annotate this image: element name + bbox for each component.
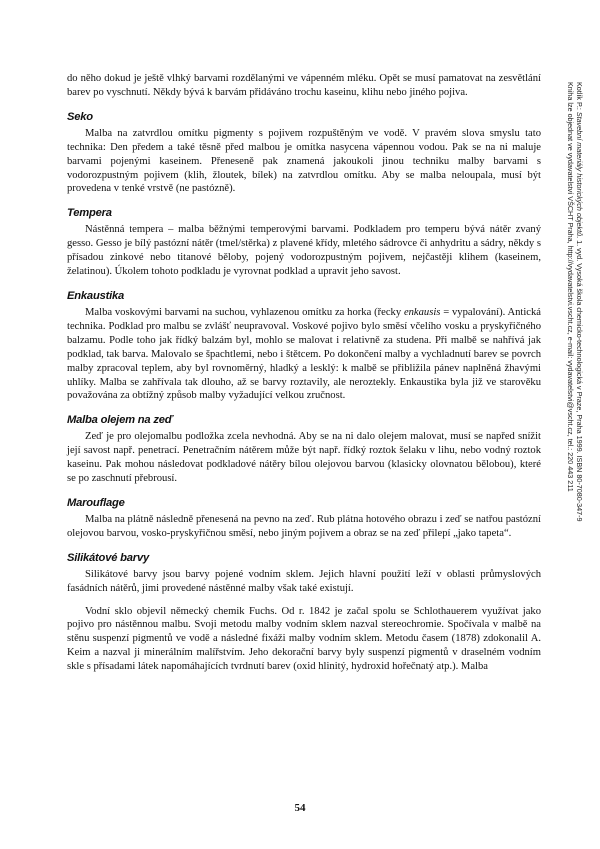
paragraph-silikat-2: Vodní sklo objevil německý chemik Fuchs. Od r. 1842 je začal spolu se Schlothauerem využívat jako pojivo pro nástěnnou malbu. Svoji metodu malby vodním sklem nazval stereochromie. Spočívala v malbě na stěnu suspenzí pigmentů ve vodě a následné fixáži malby vodním sklem. Metodu časem (1878) zdokonalil A. Keim a nazval ji minerálním malířstvím. Jeho dekorační barvy byly suspenzí pigmentů v draselném vodním skle s přísadami látek napomáhajících tvrdnutí barev (oxid hlinitý, hydroxid hořečnatý atp.). Malba xyxy=(67,605,541,673)
heading-enkaustika: Enkaustika xyxy=(67,289,125,302)
page-number: 54 xyxy=(294,802,306,814)
paragraph-silikat-1: Silikátové barvy jsou barvy pojené vodním sklem. Jejich hlavní použití leží v oblasti průmyslových fasádních nátěrů, jimi provedené nástěnné malby však také existují. xyxy=(67,568,541,594)
heading-marouflage: Marouflage xyxy=(67,496,125,509)
paragraph-seko: Malba na zatvrdlou omítku pigmenty s pojivem rozpuštěným ve vodě. V pravém slova smyslu tato technika: Den předem a také těsně před malbou je omítka nasycena vápennou vodou. Pak se na ni maluje barvami pojenými kaseinem. Přeneseně pak znamená jakoukoli jinou techniku malby barvami s vodorozpustným pojivem (klih, žloutek, bílek) na zatvrdlou omítku. Aby se malba neloupala, musí být provedena v tenké vrstvě (ne pastózně). xyxy=(67,127,541,195)
page-body xyxy=(67,72,541,674)
enkaustika-text-pre: Malba voskovými barvami na suchou, vyhlazenou omítku za horka (řecky xyxy=(85,306,404,318)
heading-silikat: Silikátové barvy xyxy=(67,551,149,564)
citation-title: Stavební materiály historických objektů xyxy=(575,111,584,237)
citation-author: Kotlík P.: xyxy=(575,82,584,112)
paragraph-marouflage: Malba na plátně následně přenesená na pevno na zeď. Rub plátna hotového obrazu i zeď se natřou pastózní olejovou barvou, vosko-pryskyřičnou směsí, nebo jiným pojivem a obraz se na zeď přilepí „jako tapeta“. xyxy=(67,513,541,539)
heading-tempera: Tempera xyxy=(67,207,112,220)
side-citation-line-1 xyxy=(575,82,584,642)
enkaustika-term: enkausis xyxy=(403,306,441,318)
paragraph-olej: Zeď je pro olejomalbu podložka zcela nevhodná. Aby se na ni dalo olejem malovat, musí se napřed snížit její savost např. penetrací. Penetračním nátěrem může být např. řídký roztok šelaku v lihu, nebo vodný roztok kaseinu. Pak mohou následovat podkladové nátěry bílou olejovou barvou (klasicky olovnatou bělobou), které se po zaschnutí přebrousí. xyxy=(67,431,541,485)
paragraph-tempera: Nástěnná tempera – malba běžnými temperovými barvami. Podkladem pro temperu bývá nátěr zvaný gesso. Gesso je bílý pastózní nátěr (tmel/stěrka) z plavené křídy, mletého sádrovce či anhydritu a sádry, někdy s přísadou zinkové nebo titanové běloby, pojený vodorozpustným pojivem, nejčastěji klihem (kaseinem, želatinou). Úkolem tohoto podkladu je vyrovnat podklad a upravit jeho savost. xyxy=(67,224,541,278)
enkaustika-text-post: = vypalování). Antická technika. Podklad pro malbu se zvlášť neupravoval. Voskové pojivo bylo směsí včelího vosku a pryskyřičného balzamu. Podle toho jak řídký balzám byl, mohlo se malovat i relativně za studena. Při malbě se nahřívá jak podklad, tak barva. Malovalo se špachtlemi, nebo i štětcem. Po dokončení malby a vychladnutí barev se povrch malby zpracoval teplem, aby byl rovnoměrný, hladký a lesklý: k malbě se přibližila pánev naplněná žhavými uhlíky. Malba se zahřívala tak dlouho, až se barvy roztavily, ale neroztekly. Enkaustika byla již ve starověku považována za obtížný způsob malby vyžadující velkou zručnost. xyxy=(67,306,541,402)
heading-seko: Seko xyxy=(67,110,93,123)
heading-olej: Malba olejem na zeď xyxy=(67,414,173,427)
side-citation xyxy=(566,82,584,642)
paragraph-enkaustika xyxy=(67,306,541,403)
paragraph-intro: do něho dokud je ještě vlhký barvami rozdělanými ve vápenném mléku. Opět se musí pamatovat na zesvětlání barev po vyschnutí. Někdy bývá k barvám přidáváno trochu kaseinu, klihu nebo jiného pojiva. xyxy=(67,73,541,98)
side-citation-line-2: Kniha lze objednat ve vydavatelství VŠCHT Praha, http://vydavatelstvi.vscht.cz, e-mail: vydavatelstvi@vscht.cz, tel.: 220 443 211 xyxy=(566,82,575,492)
citation-details: . 1. vyd. Vysoká škola chemicko-technologická v Praze, Praha 1999. ISBN 80-7080-347-9 xyxy=(575,236,584,522)
